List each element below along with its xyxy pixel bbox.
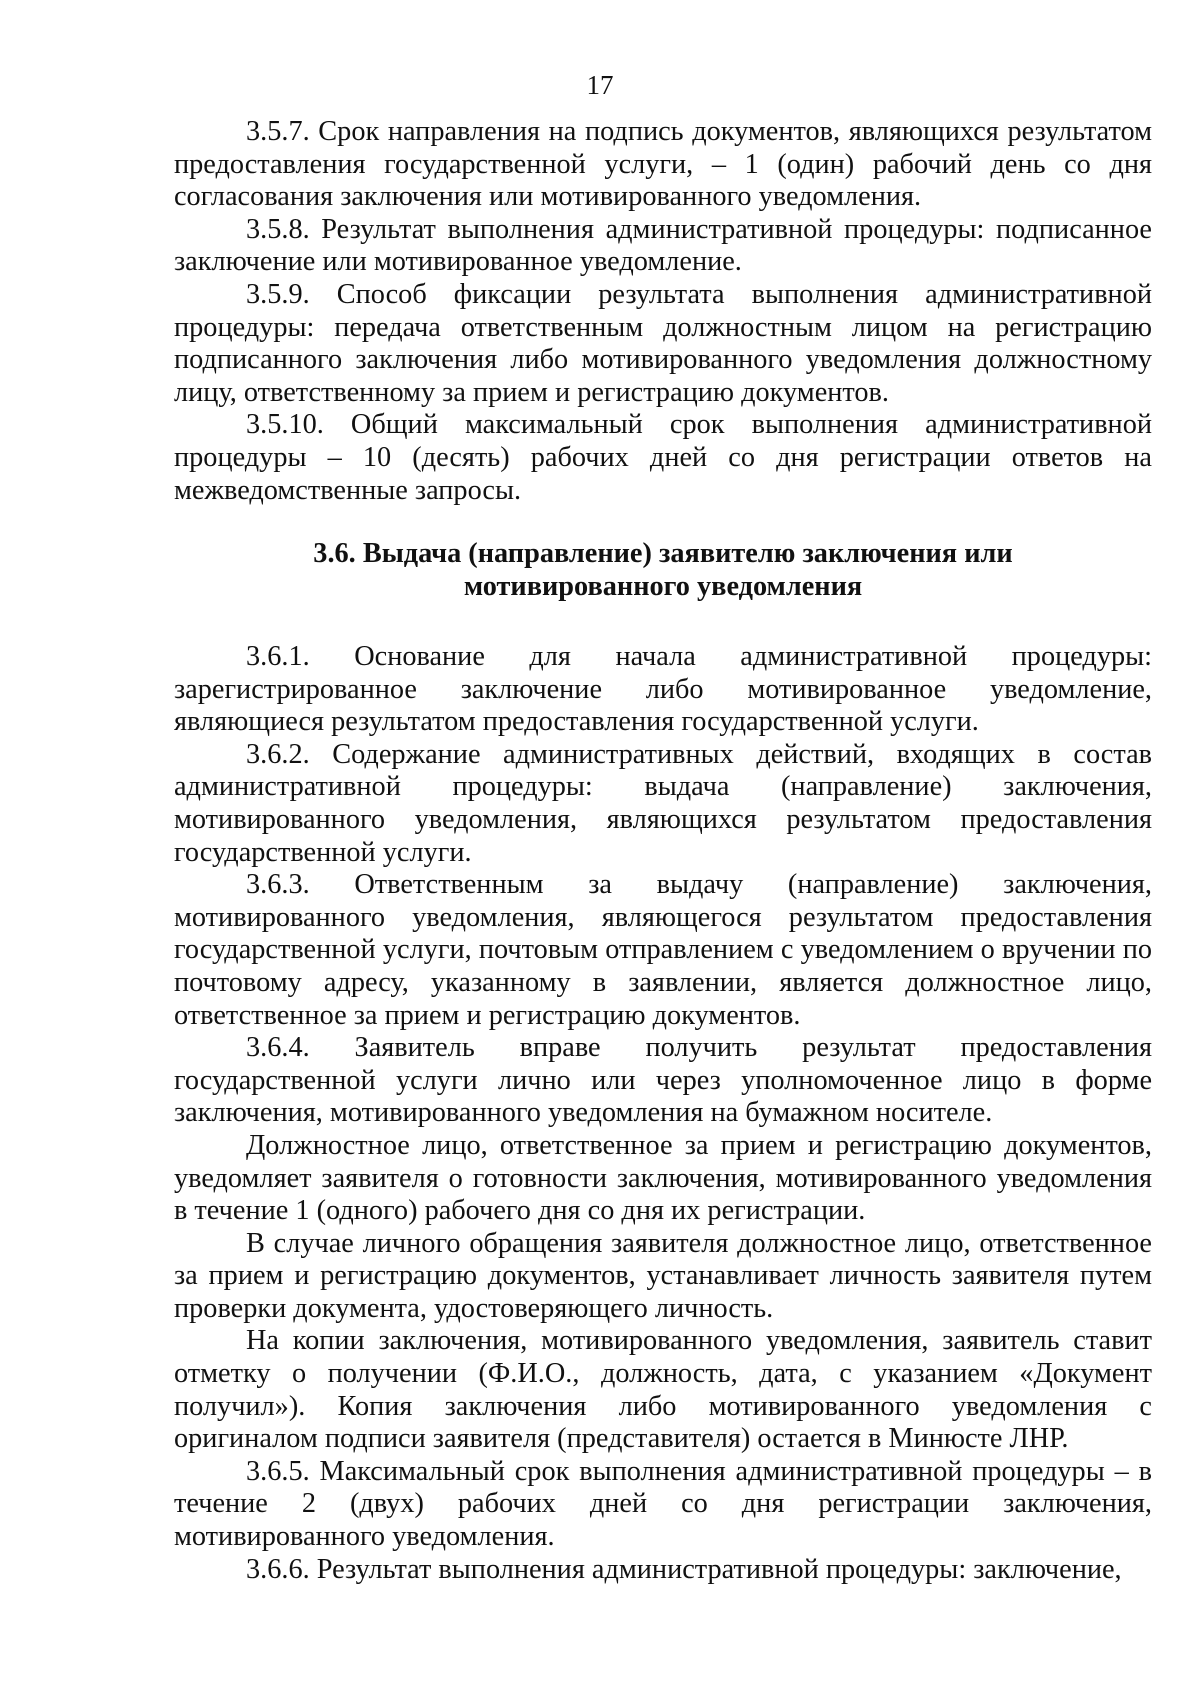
section-3-6-text	[174, 641, 1152, 1586]
paragraph-3-5-8: 3.5.8. Результат выполнения административной процедуры: подписанное заключение или мотивированное уведомление.	[174, 213, 1152, 278]
paragraph-3-5-9: 3.5.9. Способ фиксации результата выполнения административной процедуры: передача ответственным должностным лицом на регистрацию подписанного заключения либо мотивированного уведомления должностному лицу, ответственному за прием и регистрацию документов.	[174, 278, 1152, 408]
paragraph-notification: Должностное лицо, ответственное за прием и регистрацию документов, уведомляет заявителя о готовности заключения, мотивированного уведомления в течение 1 (одного) рабочего дня со дня их регистрации.	[174, 1129, 1152, 1227]
paragraph-3-5-10: 3.5.10. Общий максимальный срок выполнения административной процедуры – 10 (десять) рабочих дней со дня регистрации ответов на межведомственные запросы.	[174, 409, 1152, 506]
paragraph-receipt-mark: На копии заключения, мотивированного уведомления, заявитель ставит отметку о получении (Ф.И.О., должность, дата, с указанием «Документ получил»). Копия заключения либо мотивированного уведомления с оригиналом подписи заявителя (представителя) остается в Минюсте ЛНР.	[174, 1325, 1152, 1455]
section-3-5-text	[174, 116, 1152, 507]
paragraph-3-6-2: 3.6.2. Содержание административных действий, входящих в состав административной процедуры: выдача (направление) заключения, мотивированного уведомления, являющихся результатом предоставления государственной услуги.	[174, 738, 1152, 868]
paragraph-3-6-6: 3.6.6. Результат выполнения административной процедуры: заключение,	[246, 1553, 1122, 1585]
paragraph-3-6-3: 3.6.3. Ответственным за выдачу (направление) заключения, мотивированного уведомления, являющегося результатом предоставления государственной услуги, почтовым отправлением с уведомлением о вручении по почтовому адресу, указанному в заявлении, является должностное лицо, ответственное за прием и регистрацию документов.	[174, 869, 1152, 1031]
page-number: 17	[586, 70, 614, 100]
paragraph-3-6-1: 3.6.1. Основание для начала административной процедуры: зарегистрированное заключение либо мотивированное уведомление, являющиеся результатом предоставления государственной услуги.	[174, 641, 1152, 738]
paragraph-personal-visit: В случае личного обращения заявителя должностное лицо, ответственное за прием и регистрацию документов, устанавливает личность заявителя путем проверки документа, удостоверяющего личность.	[174, 1227, 1152, 1324]
paragraph-3-6-4: 3.6.4. Заявитель вправе получить результат предоставления государственной услуги лично или через уполномоченное лицо в форме заключения, мотивированного уведомления на бумажном носителе.	[174, 1032, 1152, 1129]
paragraph-3-6-5: 3.6.5. Максимальный срок выполнения административной процедуры – в течение 2 (двух) рабочих дней со дня регистрации заключения, мотивированного уведомления.	[174, 1455, 1152, 1553]
section-heading-line-1: 3.6. Выдача (направление) заявителю заключения или	[313, 538, 1013, 569]
section-3-6-heading	[174, 537, 1152, 603]
paragraph-3-5-7: 3.5.7. Срок направления на подпись документов, являющихся результатом предоставления государственной услуги, – 1 (один) рабочий день со дня согласования заключения или мотивированного уведомления.	[174, 116, 1152, 213]
section-heading-line-2: мотивированного уведомления	[463, 571, 863, 602]
